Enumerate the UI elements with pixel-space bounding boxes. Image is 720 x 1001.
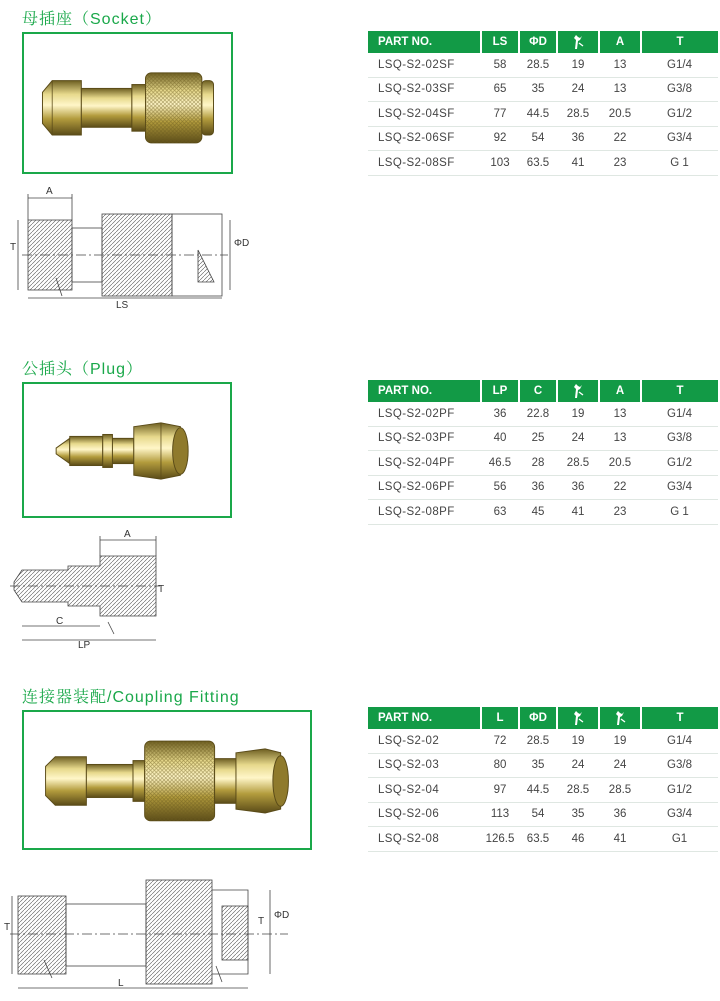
cell-part-no: LSQ-S2-04SF [368, 102, 481, 127]
cell-t: G1/4 [641, 729, 718, 753]
cell-t: G3/4 [641, 475, 718, 500]
cell-part-no: LSQ-S2-03PF [368, 426, 481, 451]
cell-wrench: 36 [557, 126, 599, 151]
cell-c: 22.8 [519, 402, 557, 426]
coupling-dim-t: T [4, 922, 11, 933]
cell-part-no: LSQ-S2-02SF [368, 53, 481, 77]
cell-part-no: LSQ-S2-04 [368, 778, 481, 803]
socket-dim-d: ΦD [234, 238, 250, 249]
cell-l: 80 [481, 753, 519, 778]
plug-technical-drawing [8, 526, 168, 650]
table-row [368, 126, 718, 151]
wrench-icon [599, 707, 641, 729]
cell-t: G3/4 [641, 126, 718, 151]
cell-t: G3/8 [641, 77, 718, 102]
plug-dim-lp: LP [78, 640, 91, 651]
cell-wrench: 41 [557, 500, 599, 525]
header-ls: LS [481, 31, 519, 53]
cell-ls: 103 [481, 151, 519, 176]
cell-wrench-1: 19 [557, 729, 599, 753]
socket-dim-a: A [46, 186, 53, 197]
cell-wrench-1: 28.5 [557, 778, 599, 803]
section-title-plug: 公插头（Plug） [22, 361, 144, 378]
cell-a: 23 [599, 151, 641, 176]
table-row [368, 753, 718, 778]
section-title-coupling: 连接器装配/Coupling Fitting [22, 689, 240, 706]
header-l: L [481, 707, 519, 729]
cell-t: G1/2 [641, 451, 718, 476]
coupling-technical-drawing [4, 866, 294, 996]
wrench-icon [557, 380, 599, 402]
cell-wrench: 41 [557, 151, 599, 176]
header-d: ΦD [519, 31, 557, 53]
table-row [368, 77, 718, 102]
table-row [368, 53, 718, 77]
cell-part-no: LSQ-S2-06SF [368, 126, 481, 151]
cell-a: 13 [599, 77, 641, 102]
cell-d: 54 [519, 802, 557, 827]
cell-wrench: 24 [557, 426, 599, 451]
cell-t: G1/4 [641, 53, 718, 77]
header-t: T [641, 380, 718, 402]
cell-d: 54 [519, 126, 557, 151]
cell-lp: 40 [481, 426, 519, 451]
cell-d: 63.5 [519, 151, 557, 176]
cell-wrench-2: 41 [599, 827, 641, 852]
table-row [368, 426, 718, 451]
cell-part-no: LSQ-S2-08PF [368, 500, 481, 525]
plug-dim-t: T [158, 584, 165, 595]
table-row [368, 500, 718, 525]
cell-wrench: 19 [557, 53, 599, 77]
coupling-photo [22, 710, 312, 850]
cell-part-no: LSQ-S2-03SF [368, 77, 481, 102]
cell-t: G1/4 [641, 402, 718, 426]
cell-t: G 1 [641, 500, 718, 525]
cell-t: G 1 [641, 151, 718, 176]
cell-ls: 65 [481, 77, 519, 102]
socket-technical-drawing [8, 180, 250, 311]
cell-c: 36 [519, 475, 557, 500]
header-part-no: PART NO. [368, 380, 481, 402]
cell-a: 13 [599, 426, 641, 451]
header-lp: LP [481, 380, 519, 402]
table-row [368, 729, 718, 753]
cell-l: 113 [481, 802, 519, 827]
cell-d: 63.5 [519, 827, 557, 852]
cell-a: 23 [599, 500, 641, 525]
header-t: T [641, 707, 718, 729]
cell-part-no: LSQ-S2-03 [368, 753, 481, 778]
cell-a: 13 [599, 402, 641, 426]
header-d: ΦD [519, 707, 557, 729]
cell-wrench-2: 24 [599, 753, 641, 778]
cell-t: G1/2 [641, 778, 718, 803]
cell-t: G3/4 [641, 802, 718, 827]
cell-lp: 63 [481, 500, 519, 525]
cell-ls: 77 [481, 102, 519, 127]
header-part-no: PART NO. [368, 707, 481, 729]
cell-wrench: 19 [557, 402, 599, 426]
cell-c: 28 [519, 451, 557, 476]
cell-t: G3/8 [641, 426, 718, 451]
cell-a: 20.5 [599, 451, 641, 476]
cell-t: G1 [641, 827, 718, 852]
cell-lp: 36 [481, 402, 519, 426]
cell-part-no: LSQ-S2-06 [368, 802, 481, 827]
header-part-no: PART NO. [368, 31, 481, 53]
cell-ls: 58 [481, 53, 519, 77]
plug-photo [22, 382, 232, 518]
plug-dim-c: C [56, 616, 64, 627]
cell-part-no: LSQ-S2-02 [368, 729, 481, 753]
cell-part-no: LSQ-S2-06PF [368, 475, 481, 500]
cell-ls: 92 [481, 126, 519, 151]
cell-d: 35 [519, 753, 557, 778]
table-row [368, 827, 718, 852]
header-c: C [519, 380, 557, 402]
cell-part-no: LSQ-S2-08 [368, 827, 481, 852]
cell-l: 72 [481, 729, 519, 753]
cell-d: 44.5 [519, 778, 557, 803]
cell-t: G1/2 [641, 102, 718, 127]
cell-c: 25 [519, 426, 557, 451]
coupling-dim-t-right: T [258, 916, 265, 927]
coupling-spec-table [368, 707, 718, 852]
cell-lp: 56 [481, 475, 519, 500]
cell-part-no: LSQ-S2-02PF [368, 402, 481, 426]
cell-t: G3/8 [641, 753, 718, 778]
table-row [368, 778, 718, 803]
header-a: A [599, 380, 641, 402]
cell-l: 97 [481, 778, 519, 803]
wrench-icon [557, 31, 599, 53]
socket-spec-table [368, 31, 718, 176]
header-t: T [641, 31, 718, 53]
table-row [368, 102, 718, 127]
cell-wrench-2: 36 [599, 802, 641, 827]
cell-a: 13 [599, 53, 641, 77]
coupling-dim-l: L [118, 978, 124, 989]
cell-wrench-1: 46 [557, 827, 599, 852]
cell-wrench: 36 [557, 475, 599, 500]
cell-a: 22 [599, 126, 641, 151]
cell-wrench: 28.5 [557, 102, 599, 127]
table-row [368, 802, 718, 827]
table-row [368, 402, 718, 426]
cell-wrench: 28.5 [557, 451, 599, 476]
cell-d: 28.5 [519, 53, 557, 77]
wrench-icon [557, 707, 599, 729]
cell-c: 45 [519, 500, 557, 525]
cell-l: 126.5 [481, 827, 519, 852]
plug-dim-a: A [124, 529, 131, 540]
cell-d: 28.5 [519, 729, 557, 753]
cell-part-no: LSQ-S2-04PF [368, 451, 481, 476]
plug-spec-table [368, 380, 718, 525]
table-row [368, 475, 718, 500]
socket-dim-t: T [10, 242, 17, 253]
cell-a: 20.5 [599, 102, 641, 127]
table-row [368, 451, 718, 476]
header-a: A [599, 31, 641, 53]
section-title-socket: 母插座（Socket） [22, 11, 162, 28]
cell-d: 44.5 [519, 102, 557, 127]
cell-wrench-2: 28.5 [599, 778, 641, 803]
socket-dim-ls: LS [116, 300, 129, 311]
cell-wrench-2: 19 [599, 729, 641, 753]
coupling-dim-d: ΦD [274, 910, 290, 921]
cell-d: 35 [519, 77, 557, 102]
cell-wrench-1: 24 [557, 753, 599, 778]
table-row [368, 151, 718, 176]
cell-a: 22 [599, 475, 641, 500]
socket-photo [22, 32, 233, 174]
cell-wrench: 24 [557, 77, 599, 102]
cell-wrench-1: 35 [557, 802, 599, 827]
cell-part-no: LSQ-S2-08SF [368, 151, 481, 176]
cell-lp: 46.5 [481, 451, 519, 476]
